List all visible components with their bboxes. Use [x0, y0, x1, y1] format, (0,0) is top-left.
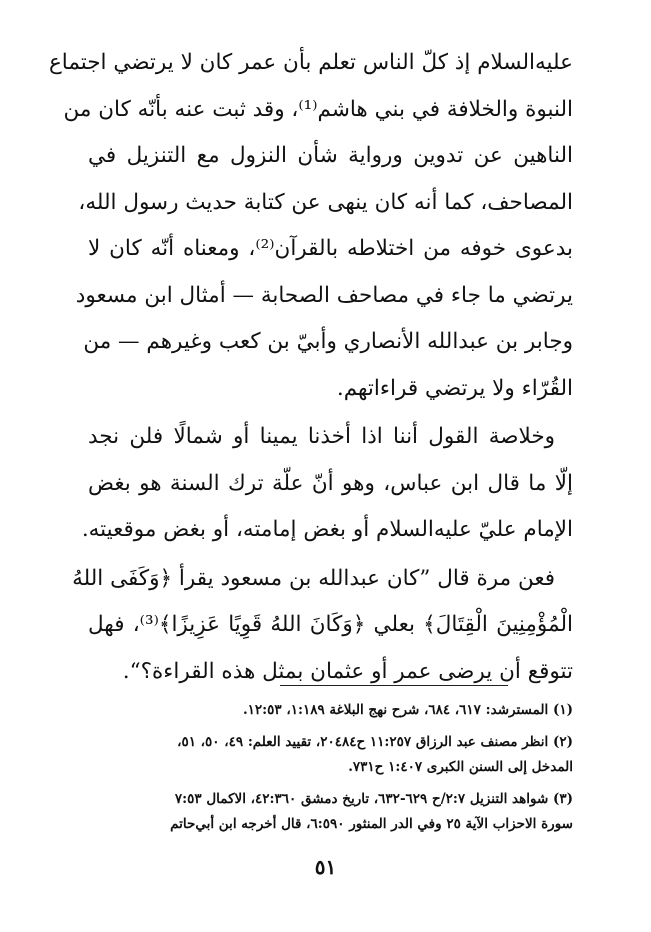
text-line: يرتضي ما جاء في مصاحف الصحابة — أمثال ابن مسعود	[75, 282, 573, 308]
footnote	[88, 730, 573, 781]
paragraph	[72, 556, 573, 696]
footnote-line: سورة الاحزاب الآية ٢٥ وفي الدر المنثور ٦:٥٩٠، قال أخرجه ابن أبي‌حاتم	[170, 816, 573, 832]
footnote	[88, 787, 573, 838]
text-line: فعن مرة قال ”كان عبدالله بن مسعود يقرأ ﴿وَكَفَى اللهُ	[72, 565, 555, 591]
footnote-line: (١) المسترشد: ٦١٧، ٦٨٤، شرح نهج البلاغة ١:١٨٩، ١٢:٥٣.	[242, 702, 573, 718]
text-line: وخلاصة القول أننا اذا أخذنا يمينا أو شمالًا فلن نجد	[88, 424, 555, 449]
paragraph	[48, 40, 573, 412]
page-number: ٥١	[314, 855, 337, 879]
footnote-line: (٢) انظر مصنف عبد الرزاق ١١:٢٥٧ ح٢٠٤٨٤، تقييد العلم: ٤٩، ٥٠، ٥١،	[177, 733, 573, 750]
text-line: تتوقع أن يرضى عمر أو عثمان بمثل هذه القراءة؟“.	[122, 658, 573, 684]
text-line: المصاحف، كما أنه كان ينهى عن كتابة حديث رسول الله،	[78, 189, 573, 215]
footnotes	[88, 698, 573, 838]
text-line: عليه‌السلام إذ كلّ الناس تعلم بأن عمر كان لا يرتضي اجتماع	[48, 50, 573, 75]
text-line: الإمام عليّ عليه‌السلام أو بغض إمامته، أو بغض موقعيته.	[81, 517, 573, 542]
footnote-separator	[280, 685, 508, 686]
text-line: الْمُؤْمِنِينَ الْقِتَالَ﴾ بعلي ﴿وَكَانَ اللهُ قَوِيًا عَزِيزًا﴾⁽³⁾، فهل	[88, 612, 573, 637]
text-line: وجابر بن عبدالله الأنصاري وأبيّ بن كعب وغيرهم — من	[83, 329, 573, 354]
paragraph	[81, 414, 573, 554]
text-line: القُرّاء ولا يرتضي قراءاتهم.	[336, 375, 573, 401]
main-text	[48, 40, 573, 695]
text-line: الناهين عن تدوين ورواية شأن النزول مع التنزيل في	[88, 143, 573, 168]
text-line: بدعوى خوفه من اختلاطه بالقرآن⁽²⁾، ومعناه أنّه كان لا	[88, 236, 573, 261]
footnote-line: المدخل إلى السنن الكبرى ١:٤٠٧ ح٧٣١.	[348, 759, 573, 775]
text-line: النبوة والخلافة في بني هاشم⁽¹⁾، وقد ثبت عنه بأنّه كان من	[63, 96, 573, 122]
footnote	[88, 698, 573, 724]
text-line: إلّا ما قال ابن عباس، وهو أنّ علّة ترك السنة هو بغض	[88, 470, 573, 496]
footnote-line: (٣) شواهد التنزيل ٢:٧/ح ٦٢٩-٦٣٢، تاريخ دمشق ٤٢:٣٦٠، الاكمال ٧:٥٣	[174, 790, 573, 807]
